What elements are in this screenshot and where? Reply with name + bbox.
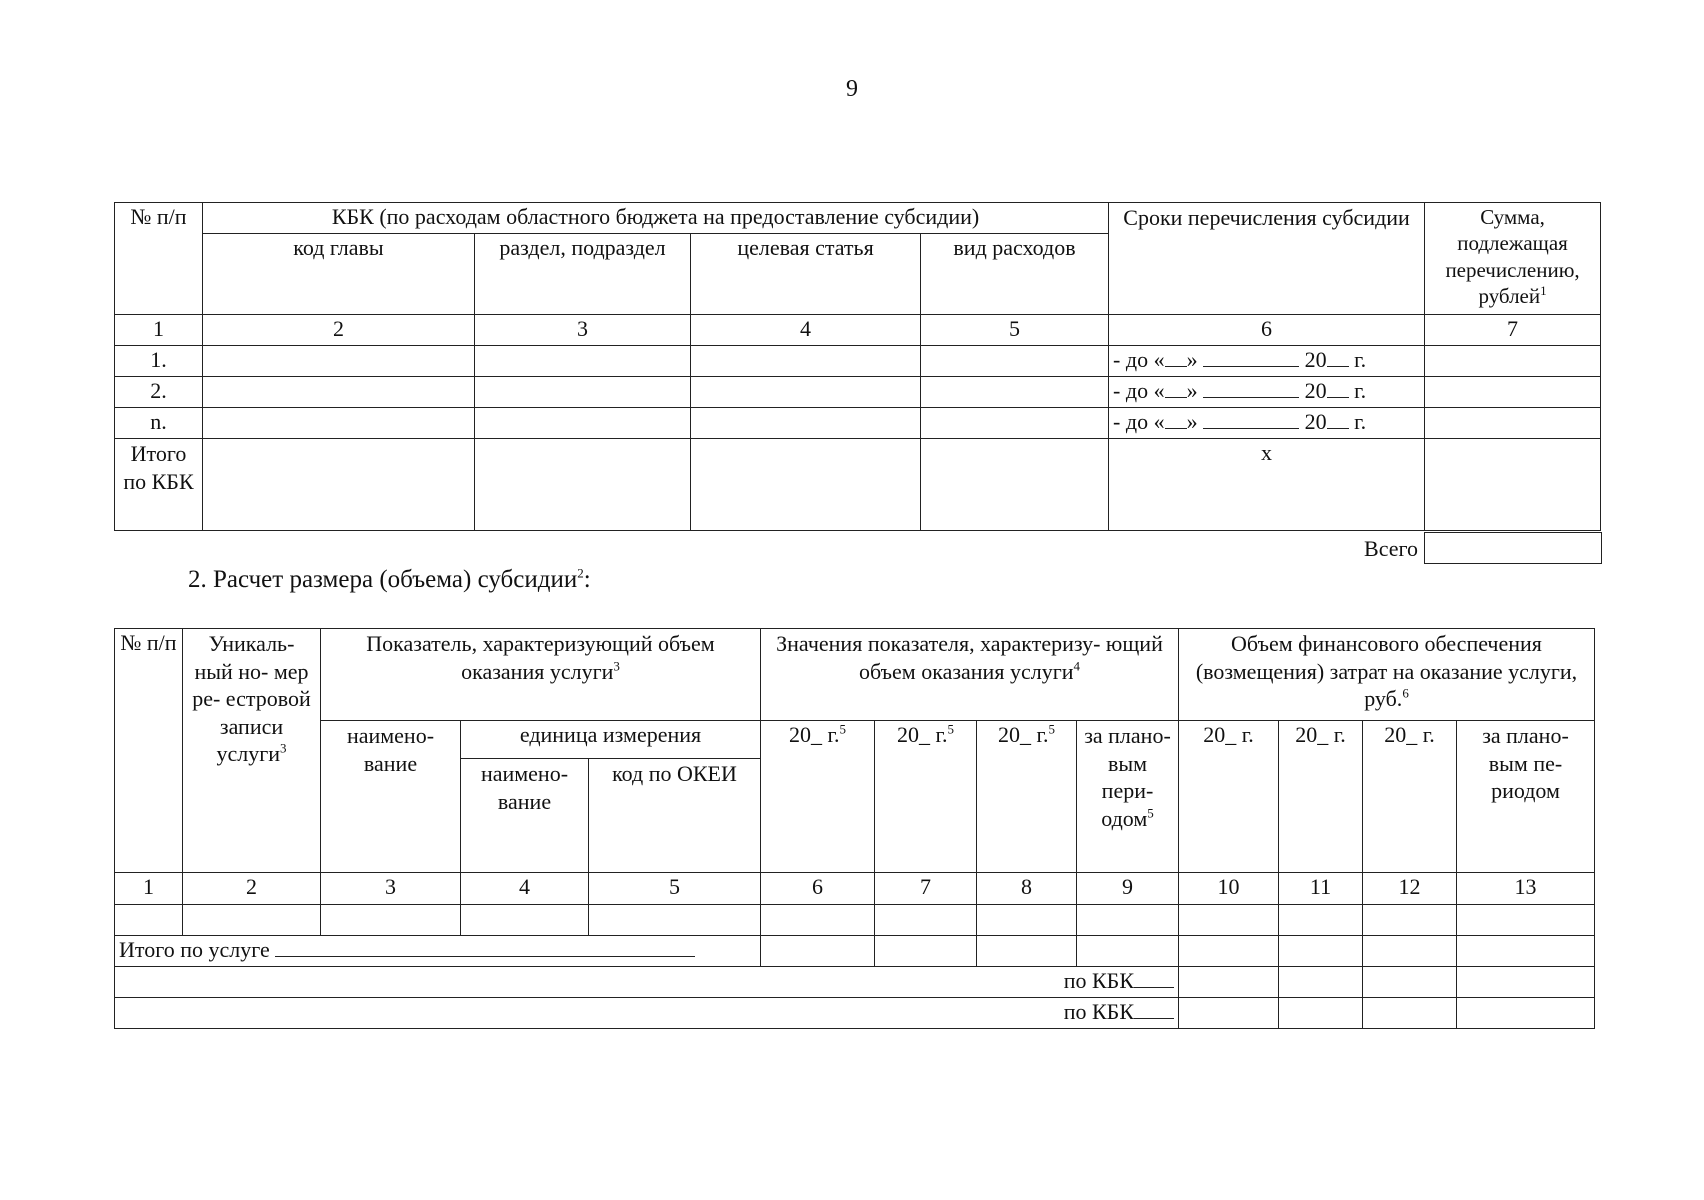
header-kbk-group: КБК (по расходам областного бюджета на предоставление субсидии) <box>203 203 1109 234</box>
header-year-text: 20_ г. <box>788 722 840 747</box>
footnote-mark: 5 <box>1048 721 1056 737</box>
col-number: 7 <box>1425 315 1601 346</box>
total-mark: х <box>1109 439 1425 531</box>
cell <box>921 346 1109 377</box>
cell <box>761 905 875 936</box>
col-number: 1 <box>115 873 183 905</box>
cell <box>691 346 921 377</box>
col-number: 8 <box>977 873 1077 905</box>
row-number: 1. <box>115 346 203 377</box>
header-fin-year: 20_ г. <box>1279 721 1363 873</box>
deadline-year: 20 <box>1304 378 1327 403</box>
deadline-cell <box>1109 346 1425 377</box>
col-number: 5 <box>589 873 761 905</box>
kbk-row <box>115 998 1595 1029</box>
po-kbk-label: по КБК <box>1063 999 1134 1024</box>
col-number: 6 <box>761 873 875 905</box>
deadline-cell <box>1109 408 1425 439</box>
col-number: 4 <box>461 873 589 905</box>
cell <box>1457 905 1595 936</box>
cell <box>691 408 921 439</box>
header-summa-text: Сумма, подлежащая перечислению, рублей <box>1445 205 1580 308</box>
cell <box>691 439 921 531</box>
deadline-year: 20 <box>1304 347 1327 372</box>
itogo-label: Итого по услуге <box>119 937 270 962</box>
cell <box>875 905 977 936</box>
cell <box>321 905 461 936</box>
footnote-mark: 6 <box>1402 685 1409 701</box>
header-indicator <box>321 629 761 721</box>
page-number: 9 <box>846 76 858 102</box>
header-kod-glavy: код главы <box>203 234 475 315</box>
cell <box>1077 936 1179 967</box>
footnote-mark: 5 <box>839 721 847 737</box>
cell <box>475 377 691 408</box>
cell <box>1425 439 1601 531</box>
deadline-prefix: - до « <box>1113 347 1165 372</box>
header-unit-naimen: наимено- вание <box>461 759 589 873</box>
footnote-mark: 1 <box>1540 282 1547 298</box>
col-number: 2 <box>203 315 475 346</box>
deadline-suffix: г. <box>1354 409 1367 434</box>
deadline-cell <box>1109 377 1425 408</box>
deadline-suffix: г. <box>1354 378 1367 403</box>
footnote-mark: 5 <box>947 721 955 737</box>
header-year <box>761 721 875 873</box>
header-values <box>761 629 1179 721</box>
col-number: 9 <box>1077 873 1179 905</box>
header-year-text: 20_ г. <box>896 722 948 747</box>
col-number: 11 <box>1279 873 1363 905</box>
header-year <box>875 721 977 873</box>
col-number: 4 <box>691 315 921 346</box>
deadline-mid: » <box>1186 378 1198 403</box>
cell <box>475 346 691 377</box>
header-finance-text: Объем финансового обеспечения (возмещения) затрат на оказание услуги, руб. <box>1195 631 1578 711</box>
cell <box>1279 967 1363 998</box>
subsidy-schedule-table <box>114 202 1601 531</box>
header-summa <box>1425 203 1601 315</box>
col-number: 5 <box>921 315 1109 346</box>
cell <box>461 905 589 936</box>
cell <box>1363 905 1457 936</box>
footnote-mark: 3 <box>280 740 287 756</box>
total-label: Итого по КБК <box>115 439 203 531</box>
header-unique-number <box>183 629 321 873</box>
footnote-mark: 3 <box>613 658 620 674</box>
footnote-mark: 5 <box>1147 805 1154 821</box>
col-number: 1 <box>115 315 203 346</box>
header-year-text: 20_ г. <box>997 722 1049 747</box>
cell <box>921 439 1109 531</box>
cell <box>203 346 475 377</box>
grand-total-label: Всего <box>1364 536 1418 561</box>
deadline-year: 20 <box>1304 409 1327 434</box>
header-num: № п/п <box>115 203 203 315</box>
cell <box>183 905 321 936</box>
cell <box>475 408 691 439</box>
header-vid: вид расходов <box>921 234 1109 315</box>
section-title-colon: : <box>583 566 591 593</box>
cell <box>1457 967 1595 998</box>
col-number: 7 <box>875 873 977 905</box>
header-plan-period-text: за плано- вым пери- одом <box>1084 723 1171 831</box>
footnote-mark: 4 <box>1073 658 1080 674</box>
cell <box>1279 936 1363 967</box>
table-row <box>115 377 1601 408</box>
header-fin-plan: за плано- вым пе- риодом <box>1457 721 1595 873</box>
col-number: 6 <box>1109 315 1425 346</box>
subsidy-calculation-table <box>114 628 1595 1029</box>
header-sroki: Сроки перечисления субсидии <box>1109 203 1425 315</box>
header-naimen: наимено- вание <box>321 721 461 873</box>
header-fin-year: 20_ г. <box>1363 721 1457 873</box>
cell <box>1179 905 1279 936</box>
header-fin-year: 20_ г. <box>1179 721 1279 873</box>
cell <box>1179 967 1279 998</box>
cell <box>1279 905 1363 936</box>
header-num: № п/п <box>115 629 183 873</box>
cell <box>1363 936 1457 967</box>
cell <box>921 408 1109 439</box>
cell <box>203 439 475 531</box>
cell <box>1457 936 1595 967</box>
cell <box>1179 936 1279 967</box>
col-number: 13 <box>1457 873 1595 905</box>
cell <box>761 936 875 967</box>
col-number: 10 <box>1179 873 1279 905</box>
cell <box>203 408 475 439</box>
itogo-row <box>115 936 1595 967</box>
header-indicator-text: Показатель, характеризующий объем оказания услуги <box>366 631 715 684</box>
deadline-mid: » <box>1186 347 1198 372</box>
cell <box>921 377 1109 408</box>
deadline-suffix: г. <box>1354 347 1367 372</box>
table-row <box>115 408 1601 439</box>
cell <box>1077 905 1179 936</box>
col-number: 12 <box>1363 873 1457 905</box>
deadline-prefix: - до « <box>1113 378 1165 403</box>
po-kbk-label: по КБК <box>1063 968 1134 993</box>
row-number: 2. <box>115 377 203 408</box>
section-title-text: 2. Расчет размера (объема) субсидии <box>188 566 578 593</box>
col-number: 3 <box>475 315 691 346</box>
cell <box>1279 998 1363 1029</box>
cell <box>203 377 475 408</box>
table-row <box>115 346 1601 377</box>
header-razdel: раздел, подраздел <box>475 234 691 315</box>
header-values-text: Значения показателя, характеризу- ющий объем оказания услуги <box>776 631 1163 684</box>
grand-total-box <box>1424 532 1602 564</box>
table-row <box>115 905 1595 936</box>
row-number: n. <box>115 408 203 439</box>
col-number: 2 <box>183 873 321 905</box>
kbk-cell <box>115 967 1179 998</box>
cell <box>589 905 761 936</box>
header-unit: единица измерения <box>461 721 761 759</box>
cell <box>875 936 977 967</box>
cell <box>1363 998 1457 1029</box>
header-celevaya: целевая статья <box>691 234 921 315</box>
col-number: 3 <box>321 873 461 905</box>
cell <box>1425 346 1601 377</box>
cell <box>1179 998 1279 1029</box>
header-year <box>977 721 1077 873</box>
cell <box>977 905 1077 936</box>
header-finance <box>1179 629 1595 721</box>
footnote-mark: 2 <box>577 565 584 581</box>
cell <box>691 377 921 408</box>
kbk-row <box>115 967 1595 998</box>
total-row <box>115 439 1601 531</box>
cell <box>475 439 691 531</box>
cell <box>1363 967 1457 998</box>
itogo-cell <box>115 936 761 967</box>
cell <box>115 905 183 936</box>
deadline-prefix: - до « <box>1113 409 1165 434</box>
cell <box>1457 998 1595 1029</box>
cell <box>1425 408 1601 439</box>
kbk-cell <box>115 998 1179 1029</box>
header-plan-period <box>1077 721 1179 873</box>
section-title <box>188 566 591 594</box>
cell <box>977 936 1077 967</box>
deadline-mid: » <box>1186 409 1198 434</box>
header-unique-text: Уникаль- ный но- мер ре- естровой записи услуги <box>192 631 311 766</box>
header-okei: код по ОКЕИ <box>589 759 761 873</box>
cell <box>1425 377 1601 408</box>
